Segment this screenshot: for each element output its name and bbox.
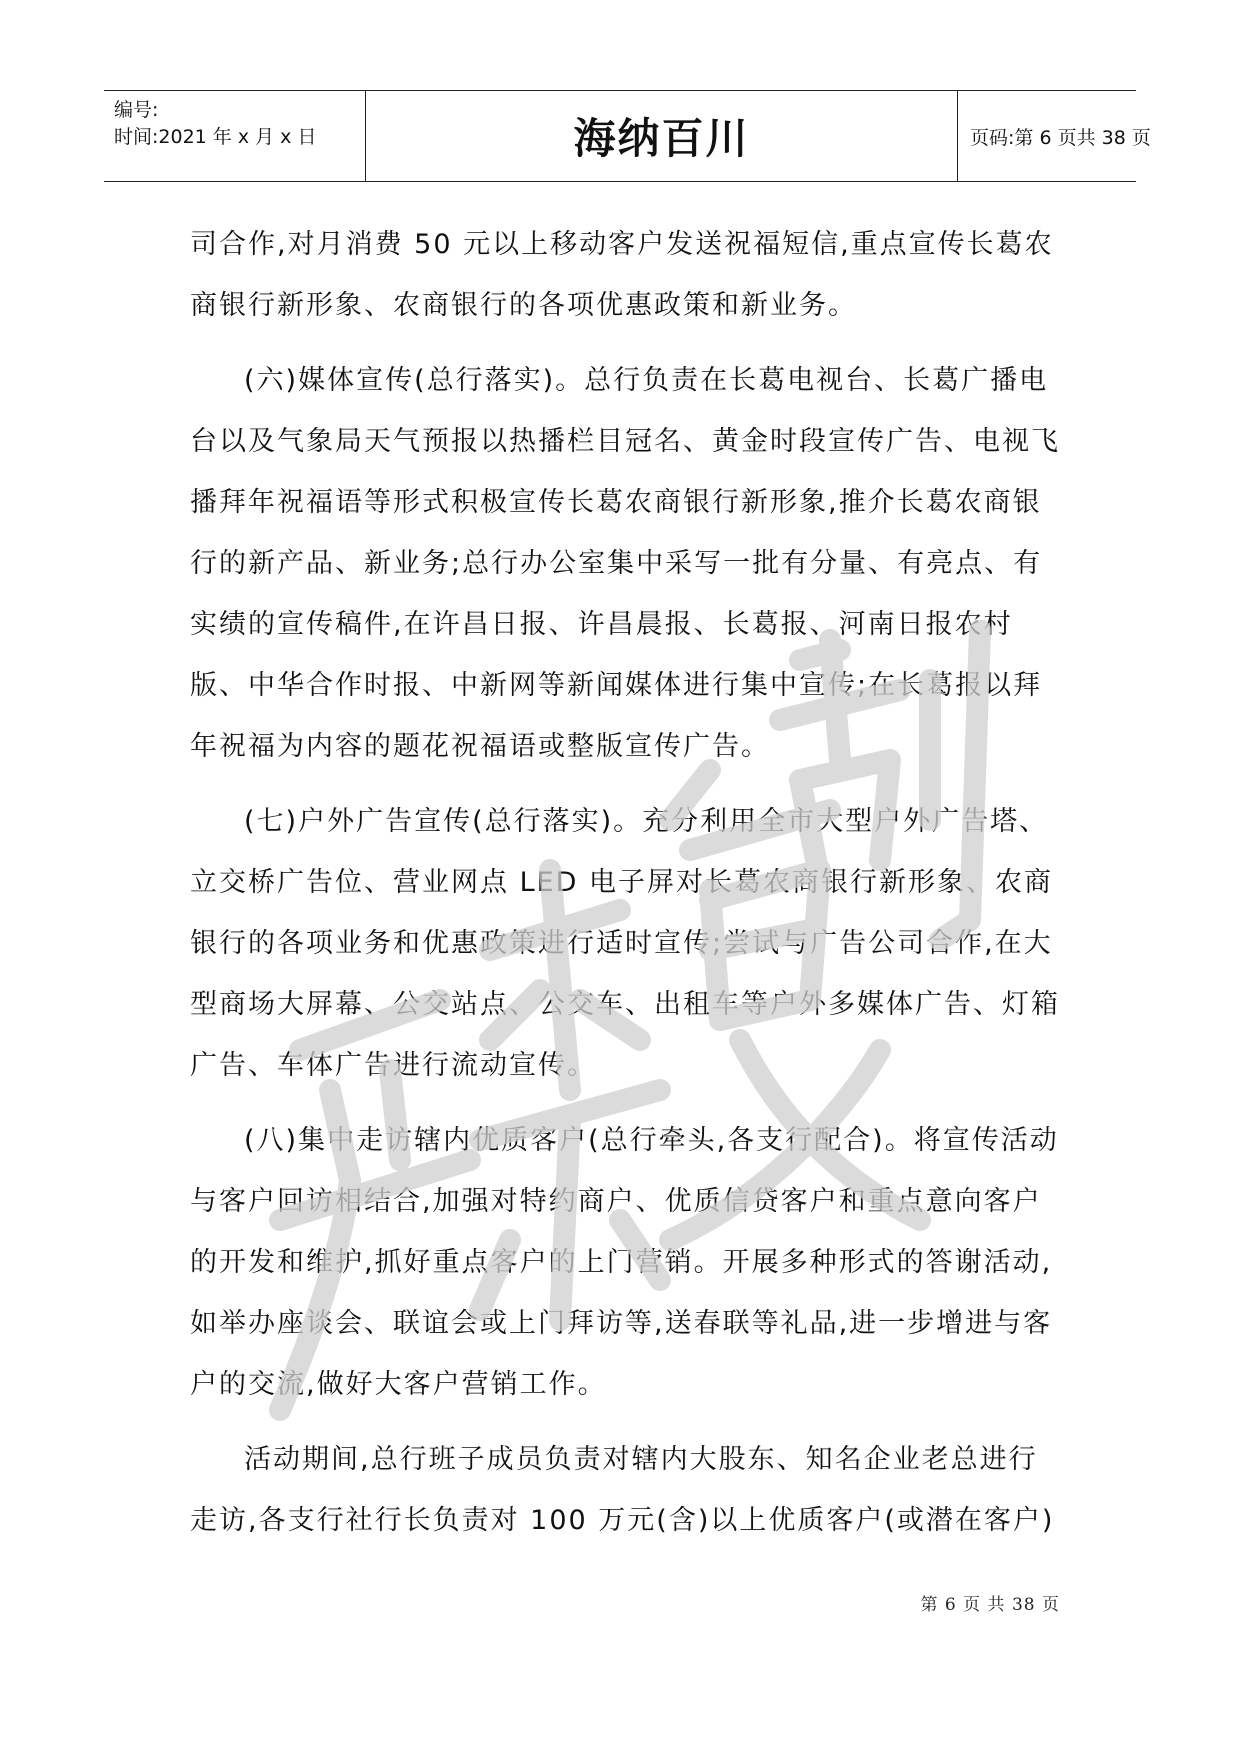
header-title-cell [366, 91, 958, 181]
paragraph-activity-period: 活动期间,总行班子成员负责对辖内大股东、知名企业老总进行走访,各支行社行长负责对 100 万元(含)以上优质客户(或潜在客户) [190, 1444, 1055, 1536]
paragraph-continued: 司合作,对月消费 50 元以上移动客户发送祝福短信,重点宣传长葛农商银行新形象、农商银行的各项优惠政策和新业务。 [190, 229, 1054, 321]
header-table [104, 90, 1151, 182]
header-page-cell [958, 91, 1151, 181]
document-body [190, 214, 1060, 1551]
paragraph-media-promotion: (六)媒体宣传(总行落实)。总行负责在长葛电视台、长葛广播电台以及气象局天气预报以热播栏目冠名、黄金时段宣传广告、电视飞播拜年祝福语等形式积极宣传长葛农商银行新形象,推介长葛农商银行的新产品、新业务;总行办公室集中采写一批有分量、有亮点、有实绩的宣传稿件,在许昌日报、许昌晨报、长葛报、河南日报农村版、中华合作时报、中新网等新闻媒体进行集中宣传;在长葛报以拜年祝福为内容的题花祝福语或整版宣传广告。 [190, 365, 1060, 762]
header-meta-cell [104, 91, 366, 181]
header-page-number: 页码:第 6 页共 38 页 [970, 126, 1151, 149]
paragraph-customer-visits: (八)集中走访辖内优质客户(总行牵头,各支行配合)。将宣传活动与客户回访相结合,加强对特约商户、优质信贷客户和重点意向客户的开发和维护,抓好重点客户的上门营销。开展多种形式的答谢活动,如举办座谈会、联谊会或上门拜访等,送春联等礼品,进一步增进与客户的交流,做好大客户营销工作。 [190, 1125, 1059, 1400]
document-number-label: 编号: [114, 99, 159, 121]
paragraph-outdoor-advertising: (七)户外广告宣传(总行落实)。充分利用全市大型户外广告塔、立交桥广告位、营业网点 LED 电子屏对长葛农商银行新形象、农商银行的各项业务和优惠政策进行适时宣传;尝试与广告公司合作,在大型商场大屏幕、公交站点、公交车、出租车等户外多媒体广告、灯箱广告、车体广告进行流动宣传。 [190, 806, 1060, 1081]
document-title: 海纳百川 [573, 114, 750, 163]
document-time-label: 时间:2021 年 x 月 x 日 [114, 126, 317, 148]
footer-page-number: 第 6 页 共 38 页 [920, 1595, 1060, 1615]
